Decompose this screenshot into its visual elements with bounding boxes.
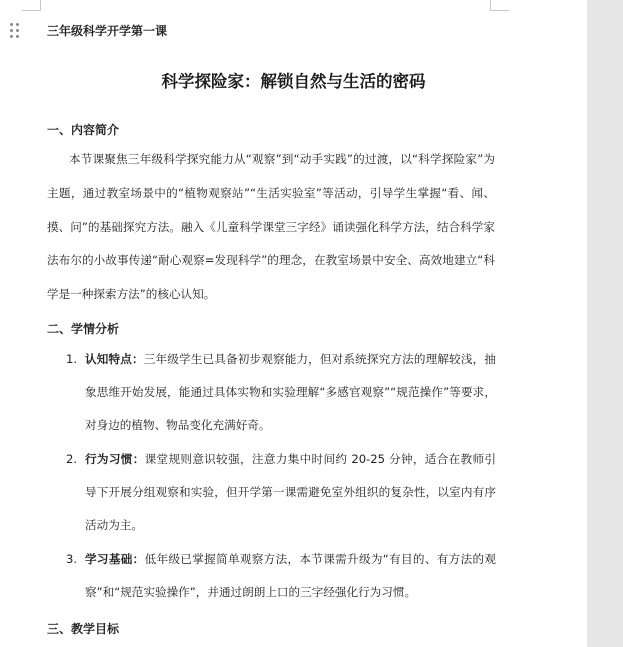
drag-handle-icon[interactable]: [10, 23, 22, 39]
document-title: 科学探险家：解锁自然与生活的密码: [161, 72, 426, 91]
list-item: [66, 443, 496, 543]
intro-paragraph: 本节课聚焦三年级科学探究能力从“观察”到“动手实践”的过渡，以“科学探险家”为主题，通过教室场景中的“植物观察站”“生活实验室”等活动，引导学生掌握“看、闻、摸、问”的基础探究方法。融入《儿童科学课堂三字经》诵读强化科学方法，结合科学家法布尔的小故事传递“耐心观察=发现科学”的理念，在教室场景中安全、高效地建立“科学是一种探索方法”的核心认知。: [47, 152, 495, 302]
document-header: 三年级科学开学第一课: [47, 24, 168, 38]
list-item-label: 行为习惯：: [85, 452, 145, 466]
section-heading-goals: 三、教学目标: [47, 622, 120, 636]
list-item-text: 课堂规则意识较强，注意力集中时间约 20-25 分钟，适合在教师引导下开展分组观察和实验，但开学第一课需避免室外组织的复杂性，以室内有序活动为主。: [85, 452, 496, 533]
list-item-body: [85, 443, 496, 543]
list-item-label: 学习基础：: [85, 552, 145, 566]
list-item: [66, 343, 496, 443]
list-item-text: 三年级学生已具备初步观察能力，但对系统探究方法的理解较浅，抽象思维开始发展，能通过具体实物和实验理解“多感官观察”“规范操作”等要求，对身边的植物、物品变化充满好奇。: [85, 352, 496, 433]
list-item: [66, 543, 496, 609]
page-margin-marker-right: [490, 0, 509, 11]
page-margin-marker-left: [22, 0, 41, 11]
section-heading-analysis: 二、学情分析: [47, 322, 120, 336]
list-item-label: 认知特点：: [85, 352, 144, 366]
list-number: 1.: [66, 352, 78, 366]
list-number: 3.: [66, 552, 78, 566]
list-item-body: [85, 543, 496, 609]
section-heading-intro: 一、内容简介: [47, 123, 120, 137]
list-item-body: [85, 343, 496, 443]
scrollbar-track[interactable]: [587, 0, 623, 647]
list-number: 2.: [66, 452, 78, 466]
list-item-text: 低年级已掌握简单观察方法，本节课需升级为“有目的、有方法的观察”和“规范实验操作”，并通过朗朗上口的三字经强化行为习惯。: [85, 552, 496, 600]
